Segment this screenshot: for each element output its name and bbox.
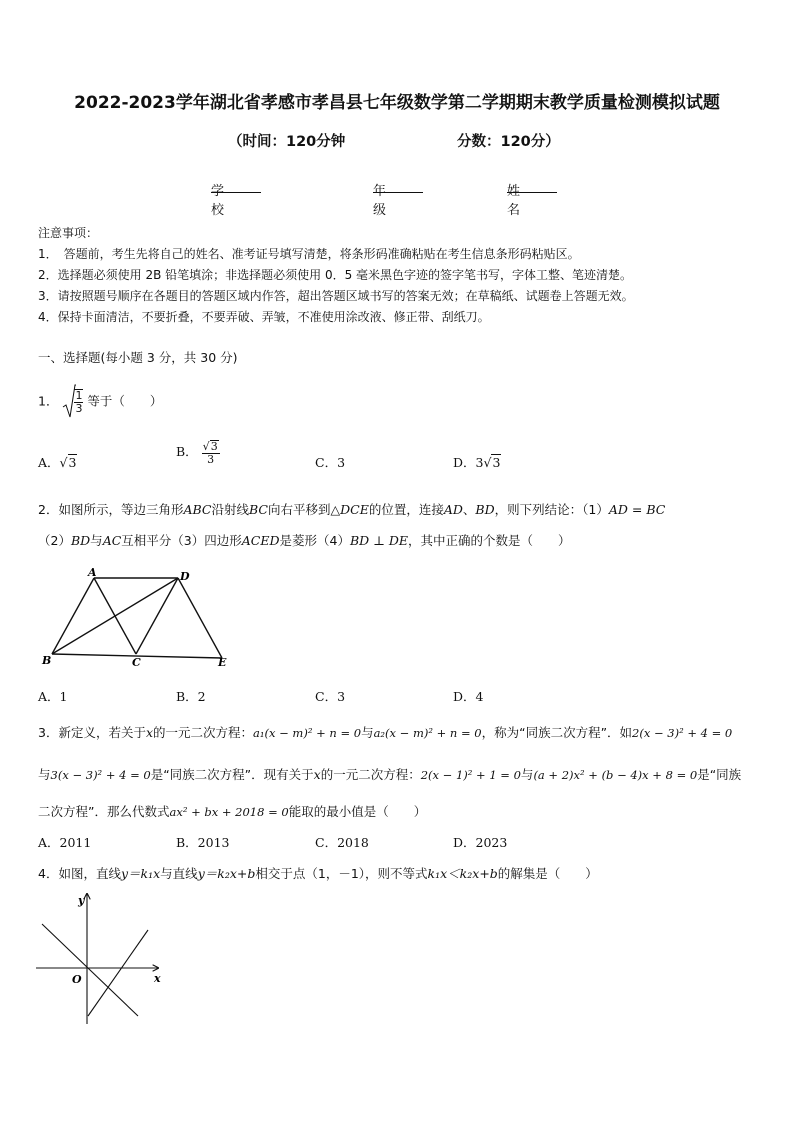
school-blank[interactable] [211,180,261,193]
segment-cd [136,578,178,654]
label-c: C [132,656,141,669]
q3-option-a[interactable]: A．2011 [38,835,92,850]
question-4: 4．如图，直线y＝k₁x与直线y＝k₂x+b相交于点（1，－1），则不等式k₁x＜k₂x+b的解集是（ ） [38,866,598,881]
question-3-line-1: 3．新定义，若关于x的一元二次方程：a₁(x − m)² + n = 0与a₂(x − m)² + n = 0，称为“同族二次方程”．如2(x − 3)² + 4 = 0 [38,725,733,740]
question-1: 1． $\frac{1}{3}$ 等于（ ） [38,383,162,421]
question-2-line-1: 2．如图所示，等边三角形ABC沿射线BC向右平移到△DCE的位置，连接AD、BD，则下列结论：（1）AD = BC [38,502,666,517]
line-k2x-b [88,930,148,1016]
q1-option-b[interactable]: B． $\frac{√3}{3}$ [176,440,218,466]
segment-bd [52,578,178,654]
label-b: B [42,654,52,667]
q1-option-d[interactable]: D．3√3 [453,455,501,470]
note-item: 1． 答题前，考生先将自己的姓名、准考证号填写清楚，将条形码准确粘贴在考生信息条形码粘贴区。 [38,247,580,261]
section-heading: 一、选择题(每小题 3 分，共 30 分) [38,350,238,365]
label-a: A [88,566,97,579]
parallelogram-diagram [40,566,240,670]
q1-option-a[interactable]: A．√3 [38,455,77,470]
q2-option-a[interactable]: A．1 [38,689,68,704]
q3-option-b[interactable]: B．2013 [176,835,230,850]
label-e: E [218,656,227,669]
page-title: 2022-2023学年湖北省孝感市孝昌县七年级数学第二学期期末教学质量检测模拟试题 [74,93,720,113]
question-2-line-2: （2）BD与AC互相平分（3）四边形ACED是菱形（4）BD ⊥ DE，其中正确的个数是（ ） [38,533,571,548]
q3-option-d[interactable]: D．2023 [453,835,508,850]
q2-option-d[interactable]: D．4 [453,689,484,704]
segment-de [178,578,222,658]
q3-option-c[interactable]: C．2018 [315,835,369,850]
q1-b-fraction: $\frac{√3}{3}$ [202,440,218,466]
time-limit: （时间：120分钟 [228,134,346,150]
note-item: 2．选择题必须使用 2B 铅笔填涂；非选择题必须使用 0．5 毫米黑色字迹的签字笔书写，字体工整、笔迹清楚。 [38,268,633,282]
coordinate-graph [34,890,174,1030]
exam-page: 2022-2023学年湖北省孝感市孝昌县七年级数学第二学期期末教学质量检测模拟试题 （时间：120分钟 分数：120分） 学校 年级 姓名 注意事项： 1． 答题前，考生先将自己的姓名、准考证号填写清楚，将条形码准确粘贴在考生信息条形码粘贴区。 2．选择题必须使用 2B 铅笔填涂；非选择题必须使用 0．5 毫米黑色字迹的签字笔书写，字体工整、笔迹清楚。 3．请按照题号顺序在各题目的答题区域内作答，超出答题区域书写的答案无效；在草稿纸、试题卷上答题无效。 4．保持卡面清洁，不要折叠，不要弄破、弄皱，不准使用涂改液、修正带、刮纸刀。 一、选择题(每小题 3 分，共 30 分) 1． $\frac{1}{3}$ 等于（ ） A．√3 B． $\frac{√3}{3}$ C．3 D．3√3 2．如图所示，等边三角形ABC沿射线BC向右平移到△DCE的位置，连接AD、BD，则下列结论：（1）AD = BC （2）BD与AC互相平分（3）四边形ACED是菱形（4）BD ⊥ DE，其中正确的个数是（ ） A D B C E A．1 B．2 C．3 D．4 3．新定义，若关于x的一元二次方程：a₁(x − m)² + n = 0与a₂(x − m)² + n = 0，称为“同族二次方程”．如2(x − 3)² + 4 = 0 与3(x − 3)² + 4 = 0是“同族二次方程”．现有关于x的一元二次方程：2(x − 1)² + 1 = 0与(a + 2)x² + (b − 4)x + 8 = 0是“同族 二次方程”．那么代数式ax² + bx + 2018 = 0能取的最小值是（ ） A．2011 B．2013 C．2018 D．2023 4．如图，直线y＝k₁x与直线y＝k₂x+b相交于点（1，－1），则不等式k₁x＜k₂x+b的解集是（ ） y x O [0,0,794,1123]
note-item: 4．保持卡面清洁，不要折叠，不要弄破、弄皱，不准使用涂改液、修正带、刮纸刀。 [38,310,490,324]
line-k1x [42,924,138,1016]
note-item: 3．请按照题号顺序在各题目的答题区域内作答，超出答题区域书写的答案无效；在草稿纸、试题卷上答题无效。 [38,289,634,303]
question-3-line-2: 与3(x − 3)² + 4 = 0是“同族二次方程”．现有关于x的一元二次方程：2(x − 1)² + 1 = 0与(a + 2)x² + (b − 4)x + 8 = 0是“同族 [38,767,742,782]
segment-ba [52,578,94,654]
q4-figure [34,890,174,1034]
name-blank[interactable] [507,180,557,193]
q1-fraction: $\frac{1}{3}$ [75,389,83,415]
q1-option-c[interactable]: C．3 [315,455,346,470]
y-axis-label: y [78,894,85,907]
notes-heading: 注意事项： [38,226,99,240]
exam-notes [38,223,634,328]
total-score: 分数：120分） [457,134,560,150]
origin-label: O [72,973,82,986]
q2-option-c[interactable]: C．3 [315,689,346,704]
grade-blank[interactable] [373,180,423,193]
label-d: D [180,570,190,583]
question-3-line-3: 二次方程”．那么代数式ax² + bx + 2018 = 0能取的最小值是（ ） [38,804,427,819]
q2-figure [40,566,240,674]
x-axis-label: x [154,972,161,985]
q2-option-b[interactable]: B．2 [176,689,206,704]
